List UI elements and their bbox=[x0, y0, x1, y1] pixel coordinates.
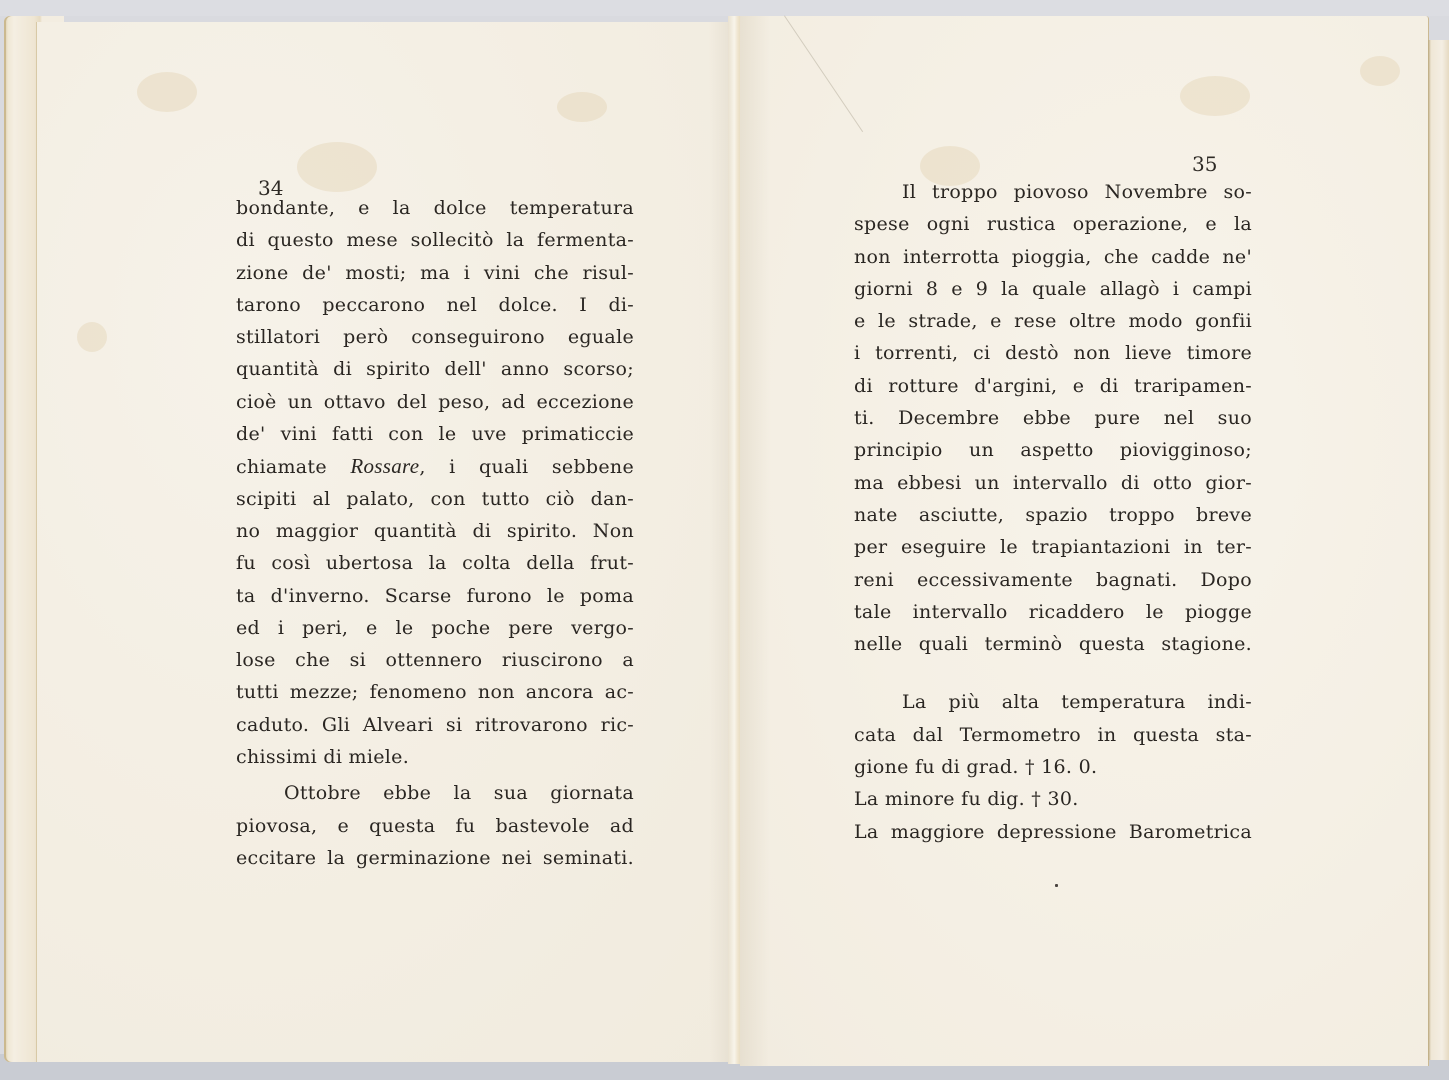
page-number-left: 34 bbox=[258, 176, 284, 200]
page-number-right: 35 bbox=[1192, 152, 1218, 176]
text-line-rossare bbox=[236, 450, 634, 482]
paper-crease bbox=[784, 15, 863, 132]
right-page-stack-edge bbox=[1428, 40, 1449, 1060]
right-gutter-shadow bbox=[740, 16, 770, 1066]
text-line: chissimi di miele. bbox=[236, 746, 410, 769]
text-line-barometrica: La maggiore depressione Barometrica bbox=[854, 820, 1252, 843]
text-line: non interrotta pioggia, che cadde ne' bbox=[854, 245, 1252, 268]
text-line: ma ebbesi un intervallo di otto gior- bbox=[854, 471, 1252, 494]
text-line: spese ogni rustica operazione, e la bbox=[854, 213, 1252, 236]
text-line: di rotture d'argini, e di traripamen- bbox=[854, 374, 1252, 397]
text-line: nelle quali terminò questa stagione. bbox=[854, 633, 1252, 656]
text-line: gione fu di grad. † 16. 0. bbox=[854, 756, 1098, 779]
text-fragment: , i quali sebbene bbox=[419, 456, 634, 479]
text-line: no maggior quantità di spirito. Non bbox=[236, 519, 634, 542]
foxing-spot bbox=[297, 142, 377, 192]
paper-speck bbox=[1055, 884, 1058, 887]
text-line: e le strade, e rese oltre modo gonfii bbox=[854, 310, 1252, 333]
foxing-spot bbox=[1360, 56, 1400, 86]
text-line-paragraph-start: La più alta temperatura indi- bbox=[902, 691, 1252, 714]
text-line-paragraph-start: Il troppo piovoso Novembre so- bbox=[902, 181, 1252, 203]
text-line: di questo mese sollecitò la fermenta- bbox=[236, 229, 634, 252]
left-page-text bbox=[236, 192, 634, 874]
text-line: cioè un ottavo del peso, ad eccezione bbox=[236, 390, 634, 413]
text-line: reni eccessivamente bagnati. Dopo bbox=[854, 568, 1252, 591]
text-line: eccitare la germinazione nei seminati. bbox=[236, 846, 634, 869]
foxing-spot bbox=[77, 322, 107, 352]
text-line: nate asciutte, spazio troppo breve bbox=[854, 503, 1252, 526]
text-line: principio un aspetto piovigginoso; bbox=[854, 439, 1252, 462]
text-line: stillatori però conseguirono eguale bbox=[236, 326, 634, 349]
scan-background-top bbox=[0, 0, 1449, 16]
text-line: per eseguire le trapiantazioni in ter- bbox=[854, 536, 1252, 559]
text-line: quantità di spirito dell' anno scorso; bbox=[236, 358, 634, 381]
text-line: ta d'inverno. Scarse furono le poma bbox=[236, 584, 634, 607]
right-page-text bbox=[854, 176, 1252, 848]
text-line: cata dal Termometro in questa sta- bbox=[854, 723, 1252, 746]
text-line: piovosa, e questa fu bastevole ad bbox=[236, 814, 634, 837]
text-line-paragraph-start: Ottobre ebbe la sua giornata bbox=[284, 782, 634, 805]
paragraph-gap bbox=[854, 660, 1252, 686]
foxing-spot bbox=[557, 92, 607, 122]
text-fragment: chiamate bbox=[236, 456, 351, 479]
text-line: lose che si ottennero riuscirono a bbox=[236, 649, 634, 672]
text-line: bondante, e la dolce temperatura bbox=[236, 197, 634, 219]
text-line: giorni 8 e 9 la quale allagò i campi bbox=[854, 277, 1252, 300]
text-line: zione de' mosti; ma i vini che risul- bbox=[236, 261, 634, 284]
text-line: tale intervallo ricaddero le piogge bbox=[854, 600, 1252, 623]
text-line: de' vini fatti con le uve primaticcie bbox=[236, 423, 634, 446]
text-line: tutti mezze; fenomeno non ancora ac- bbox=[236, 681, 634, 704]
foxing-spot bbox=[1180, 76, 1250, 116]
text-line: caduto. Gli Alveari si ritrovarono ric- bbox=[236, 713, 634, 736]
text-line-minore: La minore fu dig. † 30. bbox=[854, 788, 1079, 811]
text-line: i torrenti, ci destò non lieve timore bbox=[854, 342, 1252, 365]
text-line: tarono peccarono nel dolce. I di- bbox=[236, 293, 634, 316]
italic-term-rossare: Rossare bbox=[350, 454, 420, 479]
text-line: ti. Decembre ebbe pure nel suo bbox=[854, 407, 1252, 430]
text-line: fu così ubertosa la colta della frut- bbox=[236, 552, 634, 575]
text-line: scipiti al palato, con tutto ciò dan- bbox=[236, 487, 634, 510]
text-line: ed i peri, e le poche pere vergo- bbox=[236, 616, 634, 639]
foxing-spot bbox=[137, 72, 197, 112]
